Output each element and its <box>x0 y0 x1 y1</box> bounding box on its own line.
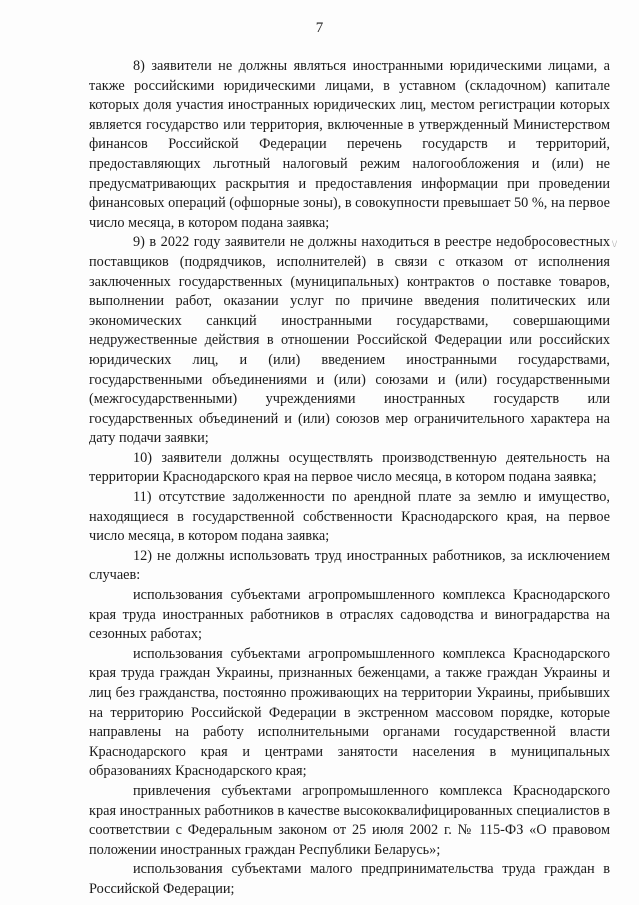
margin-handwritten-mark: \/ <box>612 239 618 249</box>
page-number: 7 <box>315 20 324 36</box>
paragraph-exception-specialists: привлечения субъектами агропромышленного комплекса Краснодарского края иностранных работников в качестве высококвалифицированных специалистов в соответствии с Федеральным законом от 25 июля 2002 г. № 115-ФЗ «О правовом положении иностранных граждан Республики Беларусь»; <box>89 782 610 858</box>
paragraph-item-9: 9) в 2022 году заявители не должны находиться в реестре недобросовестных поставщиков (подрядчиков, исполнителей) в связи с отказом от исполнения заключенных государственных (муниципальных) контрактов о поставке товаров, выполнении работ, оказании услуг по причине введения политических или экономических санкций иностранными государствами, совершающими недружественные действия в отношении Российской Федерации или российских юридических лиц, и (или) введением иностранными государствами, государственными объединениями и (или) союзами и (или) государственными (межгосударственными) учреждениями иностранных государств или государственных объединений и (или) союзов мер ограничительного характера на дату подачи заявки; <box>89 234 610 447</box>
paragraph-item-10: 10) заявители должны осуществлять производственную деятельность на территории Краснодарского края на первое число месяца, в котором подана заявка; <box>89 449 610 486</box>
paragraph-item-12: 12) не должны использовать труд иностранных работников, за исключением случаев: <box>89 547 610 584</box>
paragraph-item-11: 11) отсутствие задолженности по арендной плате за землю и имущество, находящиеся в государственной собственности Краснодарского края, на первое число месяца, в котором подана заявка; <box>89 489 610 545</box>
paragraph-exception-seasonal: использования субъектами агропромышленного комплекса Краснодарского края труда иностранных работников в отраслях садоводства и виноградарства на сезонных работах; <box>89 587 610 643</box>
paragraph-exception-small-business: использования субъектами малого предпринимательства труда граждан в Российской Федерации; <box>89 861 610 897</box>
document-body <box>89 57 610 900</box>
paragraph-exception-ukraine: использования субъектами агропромышленного комплекса Краснодарского края труда граждан Украины, признанных беженцами, а также граждан Украины и лиц без гражданства, постоянно проживающих на территории Украины, прибывших на территорию Российской Федерации в экстренном массовом порядке, которые направлены на работу исполнительными органами государственной власти Краснодарского края и центрами занятости населения в муниципальных образованиях Краснодарского края; <box>89 645 610 780</box>
paragraph-item-8: 8) заявители не должны являться иностранными юридическими лицами, а также российскими юридическими лицами, в уставном (складочном) капитале которых доля участия иностранных юридических лиц, местом регистрации которых является государство или территория, включенные в утвержденный Министерством финансов Российской Федерации перечень государств и территорий, предоставляющих льготный налоговый режим налогообложения и (или) не предусматривающих раскрытия и предоставления информации при проведении финансовых операций (офшорные зоны), в совокупности превышает 50 %, на первое число месяца, в котором подана заявка; <box>89 58 610 231</box>
